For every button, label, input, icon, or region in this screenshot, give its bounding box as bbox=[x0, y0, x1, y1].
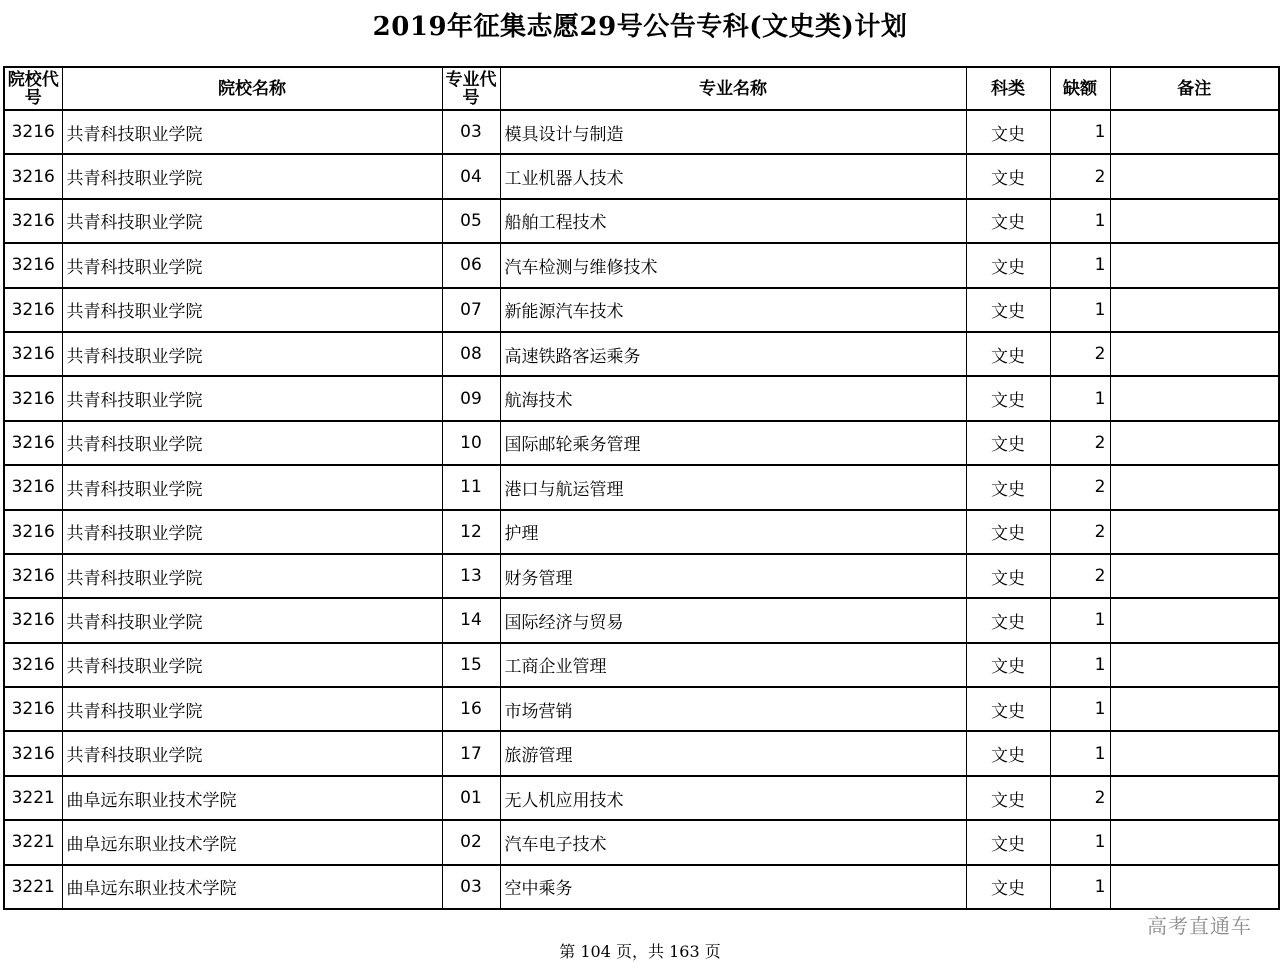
plan-table bbox=[3, 66, 1280, 910]
table-body bbox=[4, 110, 1279, 909]
cell-category: 文史 bbox=[966, 421, 1050, 465]
cell-school-code: 3216 bbox=[4, 687, 62, 731]
header-school-name: 院校名称 bbox=[62, 67, 442, 110]
cell-vacancies: 1 bbox=[1050, 288, 1110, 332]
table-row bbox=[4, 421, 1279, 465]
cell-category: 文史 bbox=[966, 110, 1050, 154]
cell-school-code: 3216 bbox=[4, 332, 62, 376]
cell-major-name: 市场营销 bbox=[500, 687, 966, 731]
cell-school-name: 共青科技职业学院 bbox=[62, 731, 442, 775]
cell-school-name: 共青科技职业学院 bbox=[62, 154, 442, 198]
cell-major-code: 03 bbox=[442, 110, 500, 154]
table-row bbox=[4, 731, 1279, 775]
cell-remarks bbox=[1110, 865, 1279, 909]
cell-vacancies: 2 bbox=[1050, 776, 1110, 820]
cell-major-name: 无人机应用技术 bbox=[500, 776, 966, 820]
cell-category: 文史 bbox=[966, 154, 1050, 198]
cell-category: 文史 bbox=[966, 598, 1050, 642]
cell-school-name: 共青科技职业学院 bbox=[62, 687, 442, 731]
table-row bbox=[4, 154, 1279, 198]
cell-remarks bbox=[1110, 288, 1279, 332]
cell-remarks bbox=[1110, 465, 1279, 509]
cell-category: 文史 bbox=[966, 199, 1050, 243]
cell-vacancies: 1 bbox=[1050, 243, 1110, 287]
cell-school-code: 3216 bbox=[4, 154, 62, 198]
header-major-name: 专业名称 bbox=[500, 67, 966, 110]
table-row bbox=[4, 243, 1279, 287]
page-footer bbox=[0, 939, 1280, 962]
cell-school-name: 曲阜远东职业技术学院 bbox=[62, 776, 442, 820]
cell-remarks bbox=[1110, 820, 1279, 864]
table-row bbox=[4, 199, 1279, 243]
cell-school-name: 曲阜远东职业技术学院 bbox=[62, 820, 442, 864]
cell-school-code: 3216 bbox=[4, 288, 62, 332]
cell-major-name: 新能源汽车技术 bbox=[500, 288, 966, 332]
cell-school-code: 3216 bbox=[4, 510, 62, 554]
table-row bbox=[4, 865, 1279, 909]
cell-vacancies: 1 bbox=[1050, 731, 1110, 775]
cell-school-code: 3221 bbox=[4, 776, 62, 820]
cell-vacancies: 1 bbox=[1050, 687, 1110, 731]
cell-school-code: 3216 bbox=[4, 598, 62, 642]
cell-school-code: 3216 bbox=[4, 421, 62, 465]
cell-major-code: 13 bbox=[442, 554, 500, 598]
page-title: 2019年征集志愿29号公告专科(文史类)计划 bbox=[372, 12, 908, 42]
cell-category: 文史 bbox=[966, 865, 1050, 909]
cell-school-name: 共青科技职业学院 bbox=[62, 643, 442, 687]
cell-major-name: 汽车检测与维修技术 bbox=[500, 243, 966, 287]
cell-remarks bbox=[1110, 731, 1279, 775]
cell-category: 文史 bbox=[966, 776, 1050, 820]
table-row bbox=[4, 510, 1279, 554]
header-category: 科类 bbox=[966, 67, 1050, 110]
cell-major-code: 03 bbox=[442, 865, 500, 909]
cell-remarks bbox=[1110, 243, 1279, 287]
cell-category: 文史 bbox=[966, 731, 1050, 775]
cell-major-name: 国际邮轮乘务管理 bbox=[500, 421, 966, 465]
cell-remarks bbox=[1110, 154, 1279, 198]
cell-school-code: 3216 bbox=[4, 554, 62, 598]
cell-major-name: 航海技术 bbox=[500, 376, 966, 420]
cell-major-code: 16 bbox=[442, 687, 500, 731]
cell-remarks bbox=[1110, 199, 1279, 243]
cell-major-code: 14 bbox=[442, 598, 500, 642]
cell-category: 文史 bbox=[966, 243, 1050, 287]
cell-remarks bbox=[1110, 776, 1279, 820]
cell-school-name: 共青科技职业学院 bbox=[62, 110, 442, 154]
page-number: 第 104 页，共 163 页 bbox=[559, 942, 721, 961]
cell-major-code: 01 bbox=[442, 776, 500, 820]
cell-remarks bbox=[1110, 510, 1279, 554]
cell-vacancies: 1 bbox=[1050, 199, 1110, 243]
cell-remarks bbox=[1110, 110, 1279, 154]
cell-major-code: 09 bbox=[442, 376, 500, 420]
cell-vacancies: 1 bbox=[1050, 598, 1110, 642]
cell-major-code: 12 bbox=[442, 510, 500, 554]
cell-major-code: 17 bbox=[442, 731, 500, 775]
cell-major-name: 财务管理 bbox=[500, 554, 966, 598]
table-row bbox=[4, 376, 1279, 420]
cell-vacancies: 2 bbox=[1050, 421, 1110, 465]
cell-major-code: 04 bbox=[442, 154, 500, 198]
table-row bbox=[4, 110, 1279, 154]
cell-major-name: 高速铁路客运乘务 bbox=[500, 332, 966, 376]
cell-major-name: 船舶工程技术 bbox=[500, 199, 966, 243]
cell-vacancies: 1 bbox=[1050, 865, 1110, 909]
cell-school-code: 3216 bbox=[4, 243, 62, 287]
header-vacancies: 缺额 bbox=[1050, 67, 1110, 110]
cell-vacancies: 1 bbox=[1050, 643, 1110, 687]
cell-category: 文史 bbox=[966, 510, 1050, 554]
cell-school-name: 共青科技职业学院 bbox=[62, 376, 442, 420]
cell-school-name: 共青科技职业学院 bbox=[62, 465, 442, 509]
cell-major-name: 国际经济与贸易 bbox=[500, 598, 966, 642]
table-row bbox=[4, 332, 1279, 376]
cell-school-name: 共青科技职业学院 bbox=[62, 554, 442, 598]
cell-remarks bbox=[1110, 643, 1279, 687]
cell-remarks bbox=[1110, 376, 1279, 420]
table-header-row bbox=[4, 67, 1279, 110]
cell-category: 文史 bbox=[966, 820, 1050, 864]
cell-school-name: 共青科技职业学院 bbox=[62, 199, 442, 243]
cell-major-code: 06 bbox=[442, 243, 500, 287]
cell-school-code: 3221 bbox=[4, 820, 62, 864]
cell-major-code: 10 bbox=[442, 421, 500, 465]
cell-remarks bbox=[1110, 598, 1279, 642]
cell-major-name: 护理 bbox=[500, 510, 966, 554]
header-major-code: 专业代号 bbox=[442, 67, 500, 110]
cell-major-code: 11 bbox=[442, 465, 500, 509]
watermark-text: 高考直通车 bbox=[1147, 914, 1252, 938]
cell-remarks bbox=[1110, 687, 1279, 731]
cell-school-name: 共青科技职业学院 bbox=[62, 598, 442, 642]
cell-school-code: 3221 bbox=[4, 865, 62, 909]
cell-major-name: 港口与航运管理 bbox=[500, 465, 966, 509]
cell-school-code: 3216 bbox=[4, 376, 62, 420]
cell-school-name: 共青科技职业学院 bbox=[62, 332, 442, 376]
cell-school-code: 3216 bbox=[4, 465, 62, 509]
cell-remarks bbox=[1110, 332, 1279, 376]
cell-major-name: 工业机器人技术 bbox=[500, 154, 966, 198]
cell-vacancies: 2 bbox=[1050, 554, 1110, 598]
table-row bbox=[4, 554, 1279, 598]
cell-school-code: 3216 bbox=[4, 110, 62, 154]
cell-school-name: 共青科技职业学院 bbox=[62, 243, 442, 287]
table-row bbox=[4, 465, 1279, 509]
header-remarks: 备注 bbox=[1110, 67, 1279, 110]
cell-major-name: 汽车电子技术 bbox=[500, 820, 966, 864]
cell-school-code: 3216 bbox=[4, 643, 62, 687]
table-row bbox=[4, 643, 1279, 687]
table-row bbox=[4, 598, 1279, 642]
cell-vacancies: 2 bbox=[1050, 465, 1110, 509]
cell-major-code: 07 bbox=[442, 288, 500, 332]
cell-major-name: 空中乘务 bbox=[500, 865, 966, 909]
cell-vacancies: 1 bbox=[1050, 110, 1110, 154]
cell-category: 文史 bbox=[966, 554, 1050, 598]
cell-major-name: 旅游管理 bbox=[500, 731, 966, 775]
cell-vacancies: 2 bbox=[1050, 332, 1110, 376]
table-row bbox=[4, 687, 1279, 731]
table-row bbox=[4, 776, 1279, 820]
table-row bbox=[4, 288, 1279, 332]
cell-major-code: 08 bbox=[442, 332, 500, 376]
cell-vacancies: 2 bbox=[1050, 154, 1110, 198]
header-school-code: 院校代号 bbox=[4, 67, 62, 110]
cell-vacancies: 1 bbox=[1050, 376, 1110, 420]
cell-category: 文史 bbox=[966, 376, 1050, 420]
cell-category: 文史 bbox=[966, 288, 1050, 332]
cell-major-name: 模具设计与制造 bbox=[500, 110, 966, 154]
cell-remarks bbox=[1110, 421, 1279, 465]
cell-vacancies: 2 bbox=[1050, 510, 1110, 554]
cell-school-code: 3216 bbox=[4, 731, 62, 775]
cell-school-name: 共青科技职业学院 bbox=[62, 510, 442, 554]
cell-category: 文史 bbox=[966, 643, 1050, 687]
cell-category: 文史 bbox=[966, 687, 1050, 731]
cell-category: 文史 bbox=[966, 332, 1050, 376]
cell-major-code: 15 bbox=[442, 643, 500, 687]
cell-major-name: 工商企业管理 bbox=[500, 643, 966, 687]
cell-school-code: 3216 bbox=[4, 199, 62, 243]
cell-school-name: 曲阜远东职业技术学院 bbox=[62, 865, 442, 909]
cell-remarks bbox=[1110, 554, 1279, 598]
cell-vacancies: 1 bbox=[1050, 820, 1110, 864]
cell-major-code: 05 bbox=[442, 199, 500, 243]
cell-school-name: 共青科技职业学院 bbox=[62, 288, 442, 332]
table-row bbox=[4, 820, 1279, 864]
cell-category: 文史 bbox=[966, 465, 1050, 509]
cell-school-name: 共青科技职业学院 bbox=[62, 421, 442, 465]
cell-major-code: 02 bbox=[442, 820, 500, 864]
